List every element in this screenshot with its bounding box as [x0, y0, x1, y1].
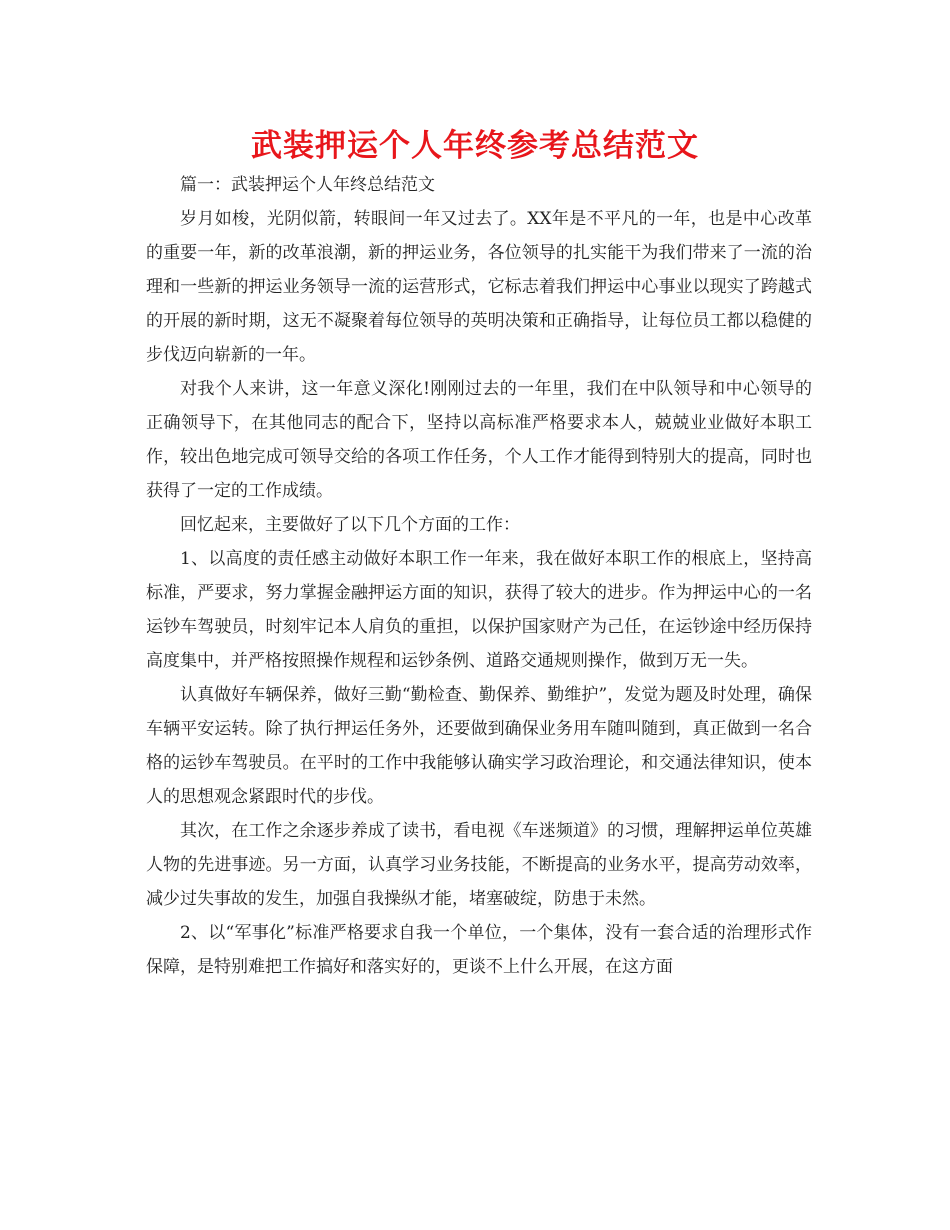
paragraph: 其次，在工作之余逐步养成了读书，看电视《车迷频道》的习惯，理解押运单位英雄人物的先进事迹。另一方面，认真学习业务技能，不断提高的业务水平，提高劳动效率，减少过失事故的发生，加强自我操纵才能，堵塞破绽，防患于未然。	[146, 821, 812, 909]
document-title: 武装押运个人年终参考总结范文	[251, 128, 699, 164]
paragraph: 回忆起来，主要做好了以下几个方面的工作：	[180, 515, 520, 535]
paragraph: 认真做好车辆保养，做好三勤“勤检查、勤保养、勤维护”，发觉为题及时处理，确保车辆平安运转。除了执行押运任务外，还要做到确保业务用车随叫随到，真正做到一名合格的运钞车驾驶员。在平时的工作中我能够认确实学习政治理论，和交通法律知识，使本人的思想观念紧跟时代的步伐。	[146, 685, 812, 807]
document-body	[146, 168, 812, 984]
paragraph: 对我个人来讲，这一年意义深化!刚刚过去的一年里，我们在中队领导和中心领导的正确领导下，在其他同志的配合下，坚持以高标准严格要求本人，兢兢业业做好本职工作，较出色地完成可领导交给的各项工作任务，个人工作才能得到特别大的提高，同时也获得了一定的工作成绩。	[146, 379, 812, 501]
paragraph: 2、以“军事化”标准严格要求自我一个单位，一个集体，没有一套合适的治理形式作保障，是特别难把工作搞好和落实好的，更谈不上什么开展，在这方面	[146, 923, 812, 977]
paragraph: 岁月如梭，光阴似箭，转眼间一年又过去了。XX年是不平凡的一年，也是中心改革的重要一年，新的改革浪潮，新的押运业务，各位领导的扎实能干为我们带来了一流的治理和一些新的押运业务领导一流的运营形式，它标志着我们押运中心事业以现实了跨越式的开展的新时期，这无不凝聚着每位领导的英明决策和正确指导，让每位员工都以稳健的步伐迈向崭新的一年。	[146, 209, 812, 365]
paragraph: 1、以高度的责任感主动做好本职工作一年来，我在做好本职工作的根底上，坚持高标准，严要求，努力掌握金融押运方面的知识，获得了较大的进步。作为押运中心的一名运钞车驾驶员，时刻牢记本人肩负的重担，以保护国家财产为己任，在运钞途中经历保持高度集中，并严格按照操作规程和运钞条例、道路交通规则操作，做到万无一失。	[146, 549, 812, 671]
section-heading: 篇一：武装押运个人年终总结范文	[180, 175, 435, 195]
